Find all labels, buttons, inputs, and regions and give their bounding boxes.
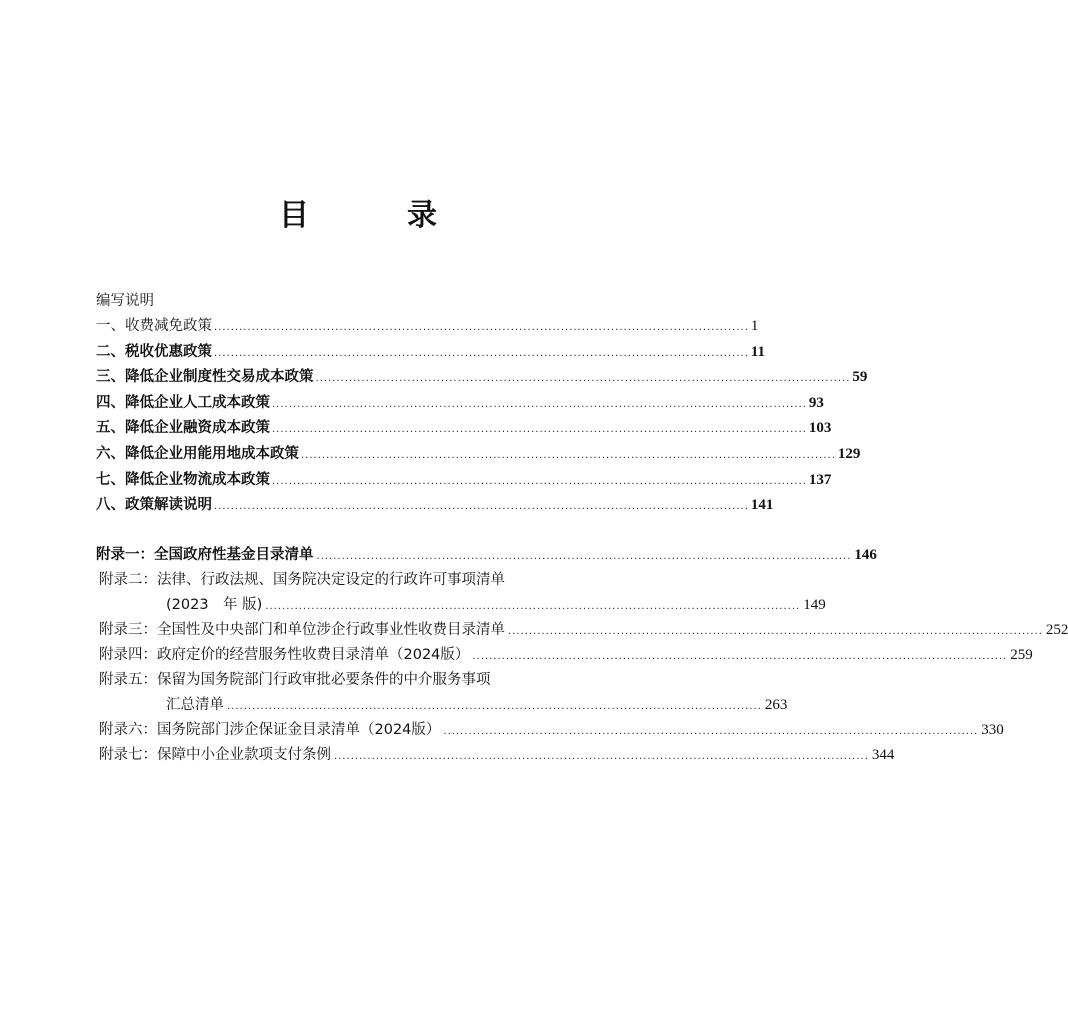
toc-chapter-1[interactable] xyxy=(96,314,759,340)
toc-leader: ................................................................................................................................ xyxy=(315,373,851,385)
toc-page: 252 xyxy=(1045,621,1068,638)
toc-appendix-2[interactable] xyxy=(96,593,826,618)
toc-chapter-4[interactable] xyxy=(96,391,824,417)
toc-page: 137 xyxy=(808,471,832,488)
toc-chapter-8[interactable] xyxy=(96,493,774,519)
toc-label: 三、降低企业制度性交易成本政策 xyxy=(96,369,314,386)
toc-page: 330 xyxy=(981,721,1004,738)
toc-label: 附录七：保障中小企业款项支付条例 xyxy=(99,746,331,763)
toc-leader: ................................................................................................................................ xyxy=(301,449,836,461)
toc-label: 附录四：政府定价的经营服务性收费目录清单（2024版） xyxy=(99,646,470,663)
toc-leader: ................................................................................................................................ xyxy=(265,600,801,612)
toc-label: 五、降低企业融资成本政策 xyxy=(96,420,270,437)
toc-page: 103 xyxy=(808,420,832,437)
toc-leader: ................................................................................................................................ xyxy=(214,501,749,513)
toc-label: 二、税收优惠政策 xyxy=(96,343,212,360)
toc-spacer xyxy=(96,519,616,543)
toc-leader: ................................................................................................................................ xyxy=(272,424,807,436)
toc-intro[interactable]: 编写说明 xyxy=(96,293,154,309)
toc-appendix-7[interactable] xyxy=(96,743,895,768)
toc-leader: ................................................................................................................................ xyxy=(316,550,852,562)
toc-label: 附录六：国务院部门涉企保证金目录清单（2024版） xyxy=(99,721,441,738)
toc-leader: ................................................................................................................................ xyxy=(214,347,749,359)
toc-label: 四、降低企业人工成本政策 xyxy=(96,394,270,411)
toc-appendix-2-line1[interactable]: 附录二：法律、行政法规、国务院决定设定的行政许可事项清单 xyxy=(99,571,505,588)
toc-page: 59 xyxy=(852,369,868,386)
toc-page: 149 xyxy=(803,596,826,613)
toc-appendix-5[interactable] xyxy=(96,693,788,718)
toc-label: 六、降低企业用能用地成本政策 xyxy=(96,445,299,462)
toc-label: 附录三：全国性及中央部门和单位涉企行政事业性收费目录清单 xyxy=(99,621,505,638)
toc-leader: ................................................................................................................................ xyxy=(508,625,1043,637)
toc-page: 344 xyxy=(871,746,895,763)
toc-leader: ................................................................................................................................ xyxy=(472,650,1008,662)
toc-leader: ................................................................................................................................ xyxy=(334,750,869,762)
toc-leader: ................................................................................................................................ xyxy=(443,725,979,737)
toc-page: 146 xyxy=(854,546,877,563)
toc-label: (2023 年 版) xyxy=(166,596,263,613)
toc-page: 259 xyxy=(1010,646,1033,663)
toc-chapter-6[interactable] xyxy=(96,442,861,468)
toc-leader: ................................................................................................................................ xyxy=(227,700,762,712)
toc-appendix-5-line1[interactable]: 附录五：保留为国务院部门行政审批必要条件的中介服务事项 xyxy=(99,671,491,688)
table-of-contents xyxy=(96,288,1068,768)
toc-chapter-7[interactable] xyxy=(96,468,832,494)
toc-label: 七、降低企业物流成本政策 xyxy=(96,471,270,488)
toc-appendix-4[interactable] xyxy=(96,643,1033,668)
toc-page: 1 xyxy=(750,318,759,334)
toc-label: 八、政策解读说明 xyxy=(96,497,212,514)
toc-page: 93 xyxy=(808,394,824,411)
toc-chapter-3[interactable] xyxy=(96,365,868,391)
toc-label: 一、收费减免政策 xyxy=(96,318,212,334)
toc-page: 141 xyxy=(750,497,774,514)
toc-leader: ................................................................................................................................ xyxy=(272,398,807,410)
toc-page: 129 xyxy=(837,445,861,462)
toc-page: 11 xyxy=(750,343,766,360)
toc-leader: ................................................................................................................................ xyxy=(214,322,749,333)
toc-label: 汇总清单 xyxy=(166,696,224,713)
toc-appendix-1[interactable] xyxy=(96,543,877,568)
toc-label: 附录一：全国政府性基金目录清单 xyxy=(96,546,314,563)
toc-chapter-2[interactable] xyxy=(96,340,766,366)
page-title: 目 录 xyxy=(279,198,471,233)
toc-page: 263 xyxy=(764,696,788,713)
toc-chapter-5[interactable] xyxy=(96,416,832,442)
toc-leader: ................................................................................................................................ xyxy=(272,475,807,487)
toc-appendix-6[interactable] xyxy=(96,718,1004,743)
toc-appendix-3[interactable] xyxy=(96,618,1068,643)
